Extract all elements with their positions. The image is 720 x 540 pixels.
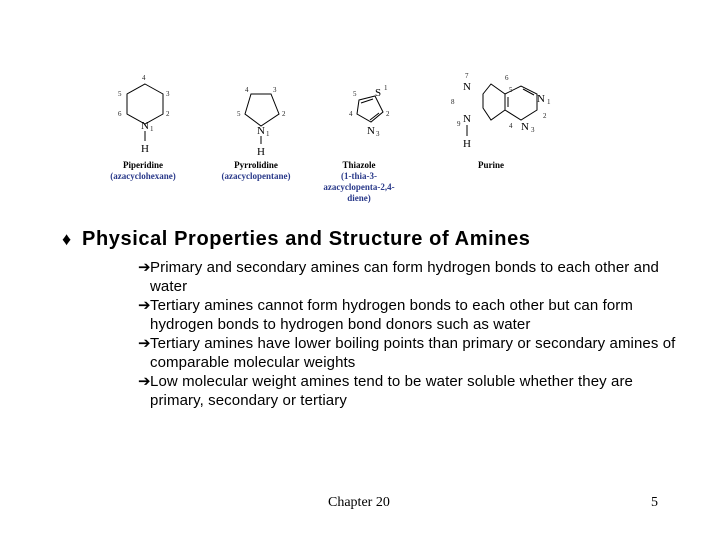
svg-text:H: H	[257, 146, 265, 158]
page-number: 5	[651, 495, 658, 510]
heterocycle-figure	[95, 68, 551, 218]
svg-text:4: 4	[509, 122, 513, 130]
svg-text:5: 5	[509, 86, 513, 94]
svg-text:6: 6	[118, 110, 122, 118]
purine-caption: Purine	[478, 160, 504, 170]
list-item: ➔Tertiary amines cannot form hydrogen bonds to each other but can form hydrogen bonds to hydrogen bond donors such as water	[138, 297, 633, 333]
piperidine-caption: Piperidine (azacyclohexane)	[110, 160, 176, 181]
svg-text:N: N	[537, 93, 545, 105]
svg-text:4: 4	[349, 110, 353, 118]
section-heading	[62, 228, 702, 251]
pyrrolidine-structure	[235, 78, 315, 168]
svg-text:8: 8	[451, 98, 455, 106]
thiazole-caption: Thiazole (1-thia-3-azacyclopenta-2,4-diene)	[323, 160, 395, 203]
svg-text:1: 1	[150, 125, 154, 133]
arrow-right-icon: ➔	[138, 335, 151, 352]
svg-text:3: 3	[376, 130, 380, 138]
diamond-icon: ♦	[62, 229, 72, 249]
arrow-right-icon: ➔	[138, 259, 151, 276]
footer-chapter: Chapter 20	[328, 495, 390, 510]
arrow-right-icon: ➔	[138, 373, 151, 390]
svg-text:2: 2	[166, 110, 170, 118]
svg-text:2: 2	[386, 110, 390, 118]
svg-text:H: H	[141, 143, 149, 155]
svg-text:3: 3	[166, 90, 170, 98]
svg-text:H: H	[463, 138, 471, 150]
svg-text:6: 6	[505, 74, 509, 82]
svg-text:4: 4	[245, 86, 249, 94]
svg-text:5: 5	[237, 110, 241, 118]
svg-text:N: N	[521, 121, 529, 133]
svg-text:N: N	[463, 113, 471, 125]
svg-text:1: 1	[547, 98, 551, 106]
svg-text:9: 9	[457, 120, 461, 128]
svg-text:N: N	[257, 125, 265, 137]
svg-text:3: 3	[531, 126, 535, 134]
pyrrolidine-caption: Pyrrolidine (azacyclopentane)	[221, 160, 291, 181]
svg-text:2: 2	[543, 112, 547, 120]
svg-text:S: S	[375, 87, 382, 99]
purine-structure	[445, 70, 565, 160]
svg-text:N: N	[367, 125, 375, 137]
svg-text:N: N	[141, 120, 149, 132]
svg-text:N: N	[463, 81, 471, 93]
svg-text:7: 7	[465, 72, 469, 80]
arrow-right-icon: ➔	[138, 297, 151, 314]
svg-text:3: 3	[273, 86, 277, 94]
svg-text:1: 1	[384, 84, 388, 92]
thiazole-structure	[345, 80, 425, 170]
svg-text:2: 2	[282, 110, 286, 118]
list-item: ➔Primary and secondary amines can form hydrogen bonds to each other and water	[138, 259, 659, 295]
list-item: ➔Tertiary amines have lower boiling points than primary or secondary amines of comparable molecular weights	[138, 335, 676, 371]
svg-text:5: 5	[353, 90, 357, 98]
svg-text:1: 1	[266, 130, 270, 138]
svg-text:4: 4	[142, 74, 146, 82]
piperidine-structure	[113, 74, 193, 164]
list-item: ➔Low molecular weight amines tend to be water soluble whether they are primary, secondary or tertiary	[138, 373, 633, 409]
section-title: Physical Properties and Structure of Amines	[82, 228, 531, 250]
svg-text:5: 5	[118, 90, 122, 98]
bullet-list	[138, 258, 678, 410]
